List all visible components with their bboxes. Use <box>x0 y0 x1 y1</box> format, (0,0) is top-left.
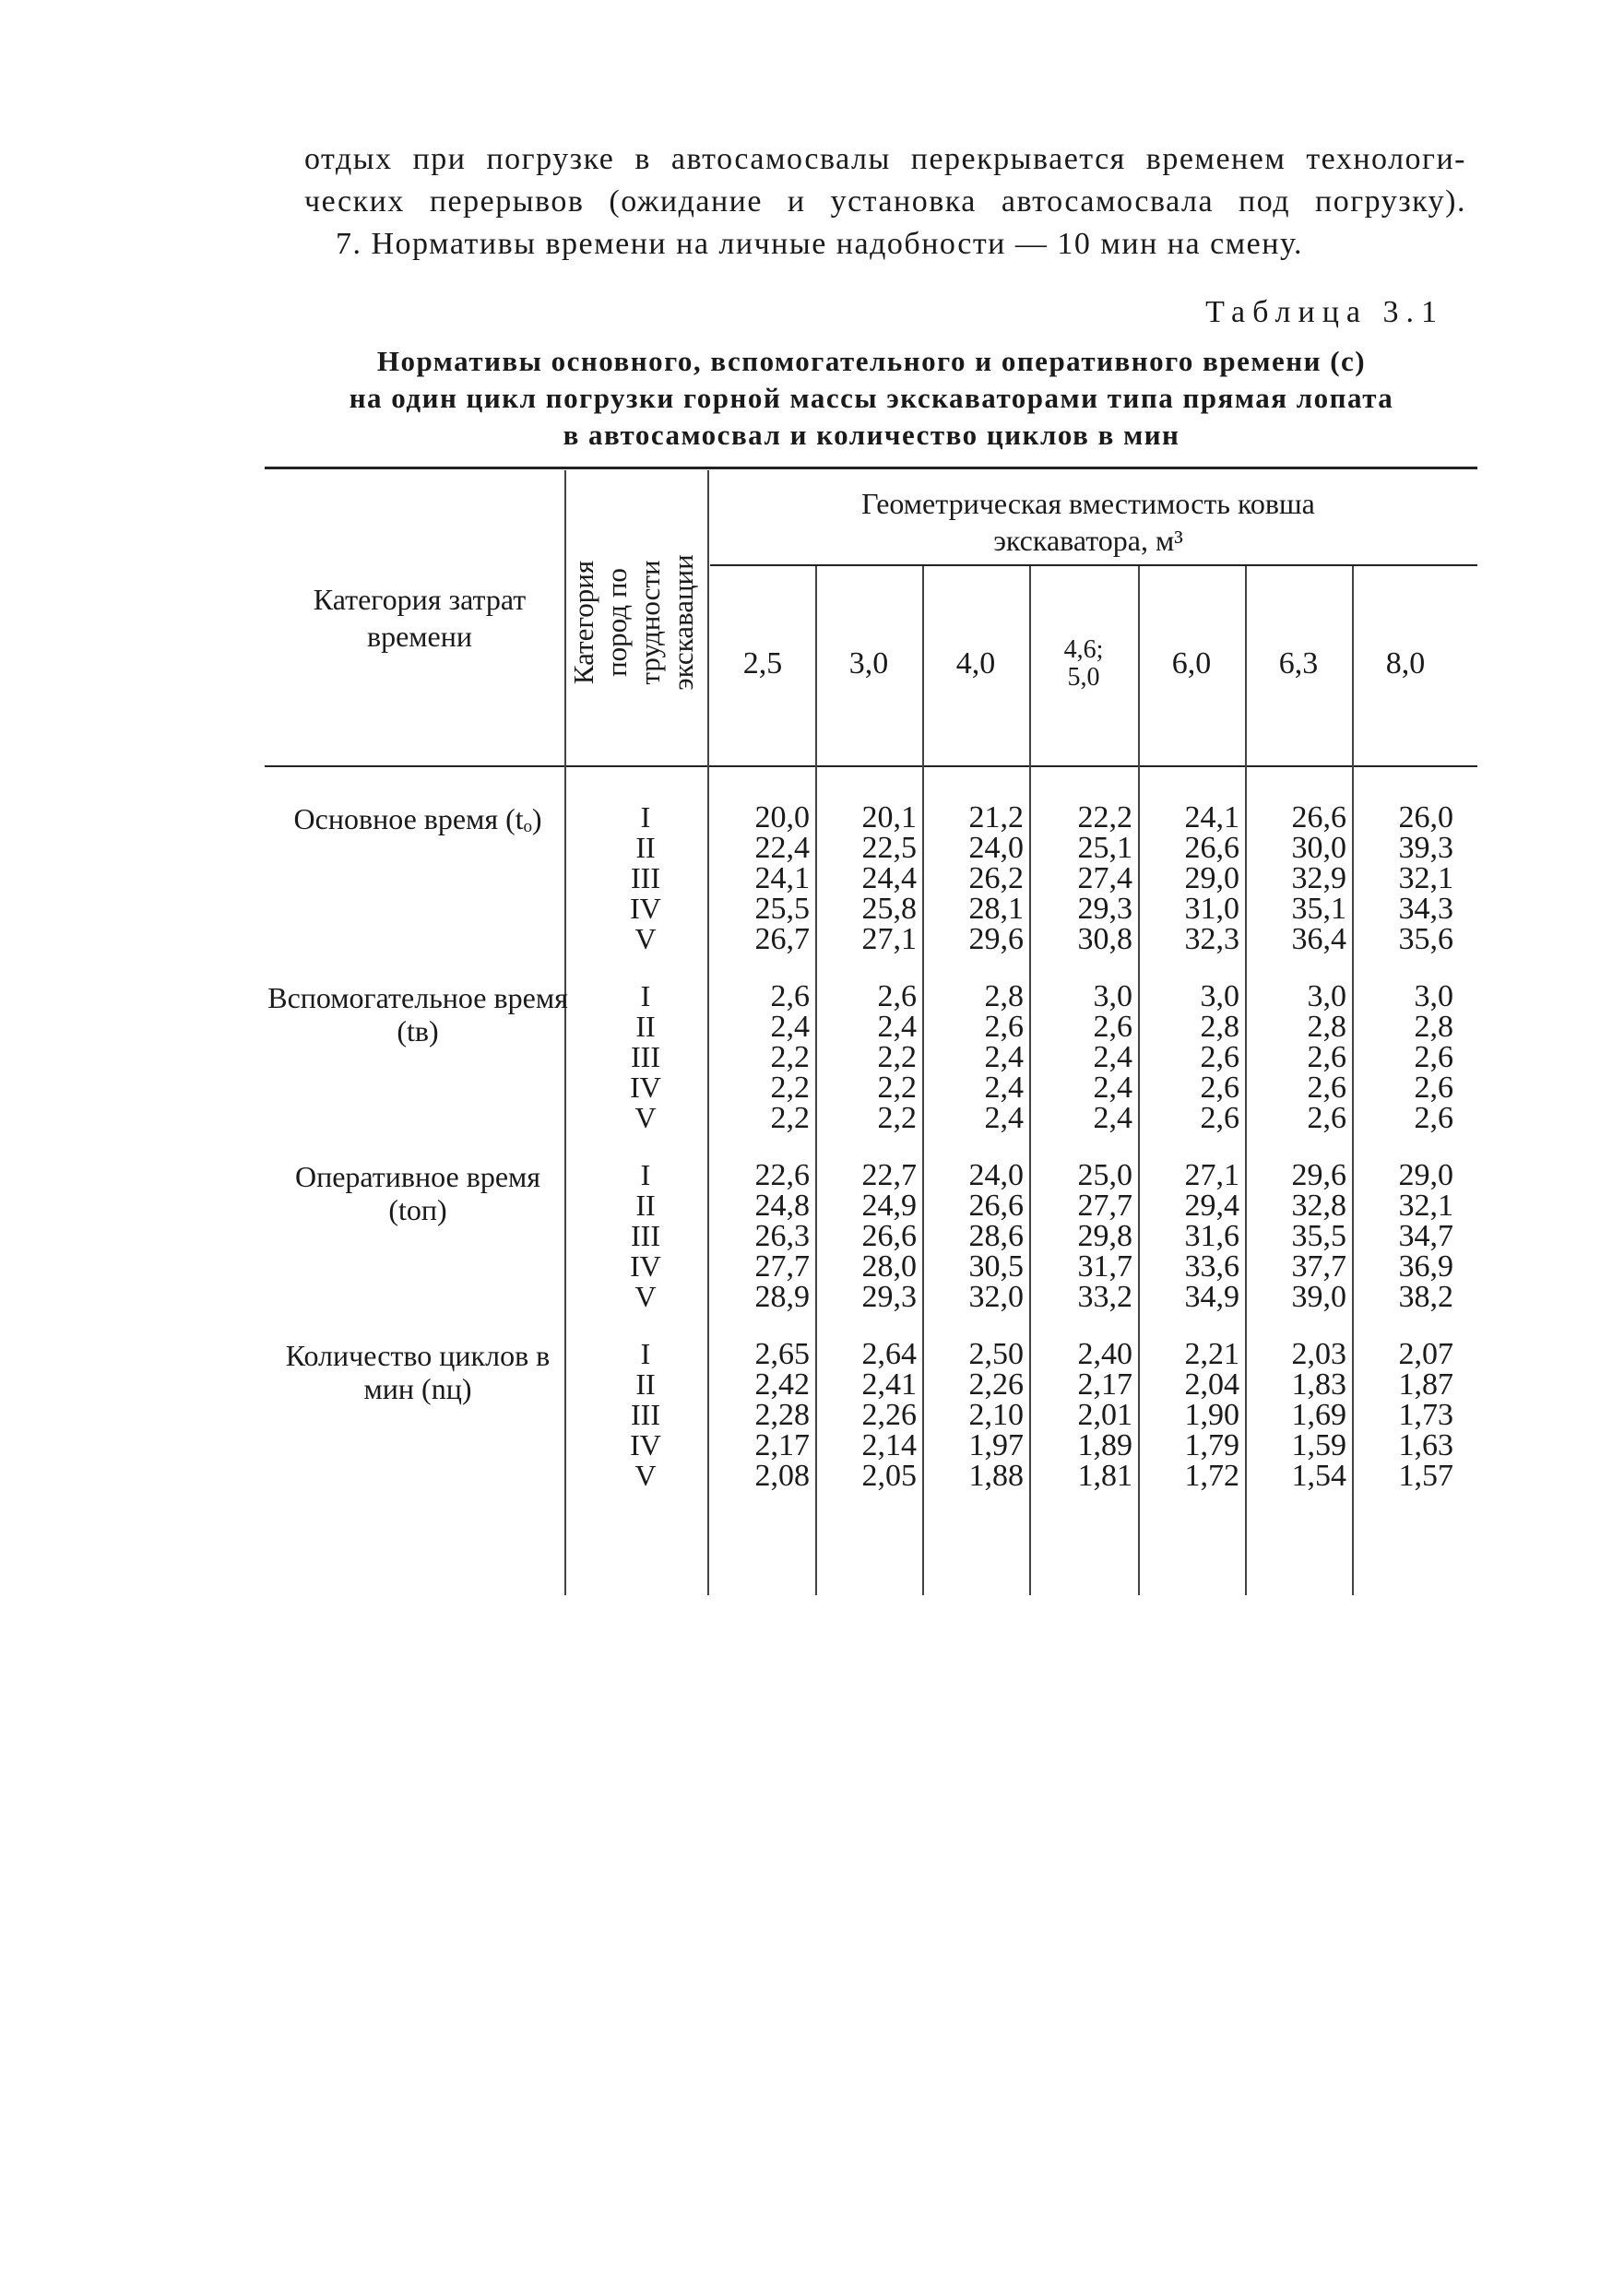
table-cell: 31,0 <box>1184 892 1239 926</box>
rock-category: IV <box>630 892 661 925</box>
rock-category: II <box>635 1189 656 1222</box>
table-cell: 27,7 <box>754 1249 810 1284</box>
table-cell: 2,2 <box>770 1101 810 1135</box>
table-cell: 35,6 <box>1398 922 1453 956</box>
table-cell: 35,1 <box>1291 892 1346 926</box>
table-cell: 1,73 <box>1398 1398 1453 1432</box>
table-cell: 26,3 <box>754 1219 810 1253</box>
table-cell: 26,6 <box>1291 800 1346 834</box>
table-cell: 2,6 <box>1307 1040 1346 1074</box>
table-cell: 3,0 <box>1307 979 1346 1013</box>
rock-category: II <box>635 1010 656 1043</box>
table-cell: 2,6 <box>770 979 810 1013</box>
table-cell: 24,0 <box>968 831 1024 865</box>
table-top-rule <box>265 467 1477 469</box>
table-cell: 2,64 <box>861 1337 917 1371</box>
value-column <box>922 802 1024 954</box>
table-cell: 2,8 <box>984 979 1024 1013</box>
table-cell: 37,7 <box>1291 1249 1346 1284</box>
table-cell: 1,83 <box>1291 1367 1346 1402</box>
table-cell: 2,4 <box>1093 1071 1132 1105</box>
value-column <box>815 981 917 1133</box>
table-cell: 30,8 <box>1077 922 1132 956</box>
table-cell: 28,6 <box>968 1219 1024 1253</box>
table-cell: 2,42 <box>754 1367 810 1402</box>
row-group-label: Вспомогательное время (tв) <box>267 981 568 1047</box>
header-rock-category-text: Категория пород по трудности экскавации <box>567 554 699 691</box>
table-cell: 2,6 <box>1307 1071 1346 1105</box>
table-cell: 24,1 <box>1184 800 1239 834</box>
table-cell: 2,65 <box>754 1337 810 1371</box>
rock-category: III <box>631 1398 660 1431</box>
table-cell: 3,0 <box>1200 979 1239 1013</box>
table-cell: 2,4 <box>770 1010 810 1044</box>
value-column <box>1352 802 1453 954</box>
value-column <box>922 981 1024 1133</box>
table-cell: 2,6 <box>1200 1101 1239 1135</box>
value-column <box>922 1160 1024 1312</box>
table-cell: 20,1 <box>861 800 917 834</box>
rock-category: I <box>640 800 651 834</box>
table-cell: 1,97 <box>968 1428 1024 1462</box>
table-cell: 22,2 <box>1077 800 1132 834</box>
value-column <box>1138 802 1239 954</box>
table-cell: 2,17 <box>754 1428 810 1462</box>
table-cell: 2,4 <box>1093 1040 1132 1074</box>
table-cell: 26,6 <box>968 1189 1024 1223</box>
table-cell: 32,1 <box>1398 1189 1453 1223</box>
table-cell: 27,1 <box>1184 1158 1239 1192</box>
table-cell: 3,0 <box>1093 979 1132 1013</box>
table-cell: 1,63 <box>1398 1428 1453 1462</box>
table-cell: 22,7 <box>861 1158 917 1192</box>
table-cell: 38,2 <box>1398 1280 1453 1314</box>
value-column <box>815 802 917 954</box>
table-cell: 32,1 <box>1398 861 1453 895</box>
value-column <box>710 802 810 954</box>
table-cell: 1,81 <box>1077 1459 1132 1493</box>
table-cell: 2,21 <box>1184 1337 1239 1371</box>
rock-category: III <box>631 1219 660 1252</box>
intro-line-1: отдых при погрузке в автосамосвалы перекрывается временем технологи- <box>304 142 1466 176</box>
rock-category: I <box>640 1337 651 1370</box>
table-cell: 1,87 <box>1398 1367 1453 1402</box>
table-cell: 32,8 <box>1291 1189 1346 1223</box>
table-cell: 2,8 <box>1200 1010 1239 1044</box>
table-cell: 29,3 <box>1077 892 1132 926</box>
value-column <box>815 1339 917 1491</box>
table-cell: 2,6 <box>1414 1040 1453 1074</box>
table-cell: 2,2 <box>877 1101 917 1135</box>
rock-category: IV <box>630 1249 661 1283</box>
caption-line-1: Нормативы основного, вспомогательного и оперативного времени (с) <box>376 345 1367 377</box>
table-cell: 39,0 <box>1291 1280 1346 1314</box>
table-cell: 2,6 <box>877 979 917 1013</box>
value-column <box>710 1339 810 1491</box>
value-column <box>1245 802 1346 954</box>
value-column <box>1138 981 1239 1133</box>
header-rock-category <box>564 479 703 765</box>
table-cell: 21,2 <box>968 800 1024 834</box>
table-cell: 22,5 <box>861 831 917 865</box>
table-cell: 2,4 <box>984 1071 1024 1105</box>
table-cell: 24,9 <box>861 1189 917 1223</box>
table-cell: 28,0 <box>861 1249 917 1284</box>
table-cell: 2,4 <box>1093 1101 1132 1135</box>
column-header: 4,0 <box>955 646 996 681</box>
value-column <box>1029 981 1132 1133</box>
table-cell: 36,4 <box>1291 922 1346 956</box>
table-cell: 27,1 <box>861 922 917 956</box>
caption-line-3: в автосамосвал и количество циклов в мин <box>563 419 1180 451</box>
table-cell: 31,7 <box>1077 1249 1132 1284</box>
value-column <box>1352 981 1453 1133</box>
table-cell: 1,54 <box>1291 1459 1346 1493</box>
table-cell: 27,7 <box>1077 1189 1132 1223</box>
table-cell: 32,0 <box>968 1280 1024 1314</box>
table-cell: 34,9 <box>1184 1280 1239 1314</box>
table-cell: 1,88 <box>968 1459 1024 1493</box>
table-cell: 1,79 <box>1184 1428 1239 1462</box>
table-cell: 2,6 <box>1307 1101 1346 1135</box>
value-column <box>1352 1160 1453 1312</box>
table-cell: 1,89 <box>1077 1428 1132 1462</box>
table-cell: 2,6 <box>1200 1071 1239 1105</box>
rock-category-list <box>590 1339 701 1491</box>
rock-category: V <box>634 1280 657 1313</box>
rock-category: III <box>631 861 660 894</box>
header-cost-category: Категория затрат времени <box>313 583 527 653</box>
table-cell: 27,4 <box>1077 861 1132 895</box>
table-cell: 28,9 <box>754 1280 810 1314</box>
table-cell: 2,10 <box>968 1398 1024 1432</box>
row-group-label: Количество циклов в мин (nц) <box>285 1339 551 1405</box>
table-cell: 30,5 <box>968 1249 1024 1284</box>
value-column <box>1245 1160 1346 1312</box>
table-cell: 29,3 <box>861 1280 917 1314</box>
table-cell: 2,4 <box>984 1101 1024 1135</box>
table-cell: 26,7 <box>754 922 810 956</box>
row-group-label: Основное время (tₒ) <box>293 802 542 835</box>
table-cell: 32,9 <box>1291 861 1346 895</box>
table-cell: 33,2 <box>1077 1280 1132 1314</box>
table-cell: 26,0 <box>1398 800 1453 834</box>
rock-category-list <box>590 1160 701 1312</box>
table-cell: 29,0 <box>1398 1158 1453 1192</box>
table-cell: 2,04 <box>1184 1367 1239 1402</box>
table-cell: 2,17 <box>1077 1367 1132 1402</box>
table-cell: 34,3 <box>1398 892 1453 926</box>
value-column <box>1245 981 1346 1133</box>
table-cell: 3,0 <box>1414 979 1453 1013</box>
table-cell: 26,2 <box>968 861 1024 895</box>
rock-category: V <box>634 922 657 955</box>
table-cell: 2,4 <box>877 1010 917 1044</box>
value-column <box>1029 1339 1132 1491</box>
divider-rock <box>707 470 709 1595</box>
rock-category: IV <box>630 1428 661 1462</box>
table-cell: 29,4 <box>1184 1189 1239 1223</box>
value-column <box>1352 1339 1453 1491</box>
table-cell: 2,26 <box>968 1367 1024 1402</box>
table-cell: 2,14 <box>861 1428 917 1462</box>
rock-category-list <box>590 802 701 954</box>
table-cell: 25,1 <box>1077 831 1132 865</box>
table-cell: 24,4 <box>861 861 917 895</box>
table-cell: 2,6 <box>1414 1071 1453 1105</box>
header-capacity: Геометрическая вместимость ковша экскаватора, м³ <box>861 487 1315 557</box>
table-label: Таблица 3.1 <box>1205 295 1444 329</box>
table-cell: 2,08 <box>754 1459 810 1493</box>
table-cell: 25,0 <box>1077 1158 1132 1192</box>
value-column <box>1029 1160 1132 1312</box>
value-column <box>922 1339 1024 1491</box>
rock-category: IV <box>630 1071 661 1104</box>
capacity-header-rule <box>710 564 1477 566</box>
table-cell: 2,26 <box>861 1398 917 1432</box>
intro-line-3: 7. Нормативы времени на личные надобности — 10 мин на смену. <box>336 227 1304 261</box>
table-cell: 36,9 <box>1398 1249 1453 1284</box>
table-cell: 34,7 <box>1398 1219 1453 1253</box>
table-cell: 2,8 <box>1307 1010 1346 1044</box>
table-cell: 1,69 <box>1291 1398 1346 1432</box>
column-header: 8,0 <box>1385 646 1426 681</box>
value-column <box>1138 1160 1239 1312</box>
table-cell: 2,6 <box>984 1010 1024 1044</box>
rock-category: I <box>640 979 651 1012</box>
table-cell: 2,01 <box>1077 1398 1132 1432</box>
table-cell: 29,0 <box>1184 861 1239 895</box>
table-cell: 2,05 <box>861 1459 917 1493</box>
rock-category: V <box>634 1459 657 1492</box>
table-cell: 2,6 <box>1200 1040 1239 1074</box>
table-cell: 1,59 <box>1291 1428 1346 1462</box>
table-cell: 1,57 <box>1398 1459 1453 1493</box>
table-cell: 2,4 <box>984 1040 1024 1074</box>
row-group-label: Оперативное время (tоп) <box>294 1160 541 1226</box>
value-column <box>710 1160 810 1312</box>
table-cell: 29,6 <box>968 922 1024 956</box>
rock-category: II <box>635 1367 656 1401</box>
table-cell: 30,0 <box>1291 831 1346 865</box>
table-cell: 32,3 <box>1184 922 1239 956</box>
table-cell: 26,6 <box>1184 831 1239 865</box>
table-cell: 1,90 <box>1184 1398 1239 1432</box>
table-cell: 26,6 <box>861 1219 917 1253</box>
column-header: 6,3 <box>1278 646 1319 681</box>
table-cell: 2,6 <box>1414 1101 1453 1135</box>
table-cell: 22,4 <box>754 831 810 865</box>
table-cell: 22,6 <box>754 1158 810 1192</box>
column-header: 3,0 <box>848 646 889 681</box>
table-cell: 2,6 <box>1093 1010 1132 1044</box>
table-cell: 24,0 <box>968 1158 1024 1192</box>
rock-category: III <box>631 1040 660 1073</box>
value-column <box>1245 1339 1346 1491</box>
table-cell: 24,8 <box>754 1189 810 1223</box>
value-column <box>815 1160 917 1312</box>
value-column <box>710 981 810 1133</box>
column-header: 4,6; 5,0 <box>1063 635 1104 692</box>
table-cell: 2,2 <box>877 1040 917 1074</box>
header-bottom-rule <box>265 765 1477 767</box>
table-cell: 2,03 <box>1291 1337 1346 1371</box>
column-header: 2,5 <box>742 646 783 681</box>
rock-category: V <box>634 1101 657 1134</box>
table-cell: 29,6 <box>1291 1158 1346 1192</box>
table-cell: 2,2 <box>877 1071 917 1105</box>
column-header: 6,0 <box>1171 646 1212 681</box>
table-cell: 31,6 <box>1184 1219 1239 1253</box>
table-cell: 24,1 <box>754 861 810 895</box>
table-caption <box>267 343 1476 454</box>
value-column <box>1029 802 1132 954</box>
table-cell: 2,8 <box>1414 1010 1453 1044</box>
caption-line-2: на один цикл погрузки горной массы экскаваторами типа прямая лопата <box>349 382 1394 414</box>
table-cell: 25,8 <box>861 892 917 926</box>
table-cell: 29,8 <box>1077 1219 1132 1253</box>
table-cell: 2,2 <box>770 1071 810 1105</box>
rock-category-list <box>590 981 701 1133</box>
rock-category: I <box>640 1158 651 1191</box>
table-cell: 1,72 <box>1184 1459 1239 1493</box>
table-cell: 20,0 <box>754 800 810 834</box>
table-cell: 33,6 <box>1184 1249 1239 1284</box>
intro-line-2: ческих перерывов (ожидание и установка автосамосвала под погрузку). <box>304 184 1466 219</box>
table-cell: 2,41 <box>861 1367 917 1402</box>
table-cell: 39,3 <box>1398 831 1453 865</box>
value-column <box>1138 1339 1239 1491</box>
table-cell: 2,50 <box>968 1337 1024 1371</box>
table-cell: 2,28 <box>754 1398 810 1432</box>
table-cell: 2,2 <box>770 1040 810 1074</box>
table-cell: 25,5 <box>754 892 810 926</box>
rock-category: II <box>635 831 656 864</box>
table-cell: 2,07 <box>1398 1337 1453 1371</box>
table-cell: 35,5 <box>1291 1219 1346 1253</box>
table-cell: 28,1 <box>968 892 1024 926</box>
table-cell: 2,40 <box>1077 1337 1132 1371</box>
